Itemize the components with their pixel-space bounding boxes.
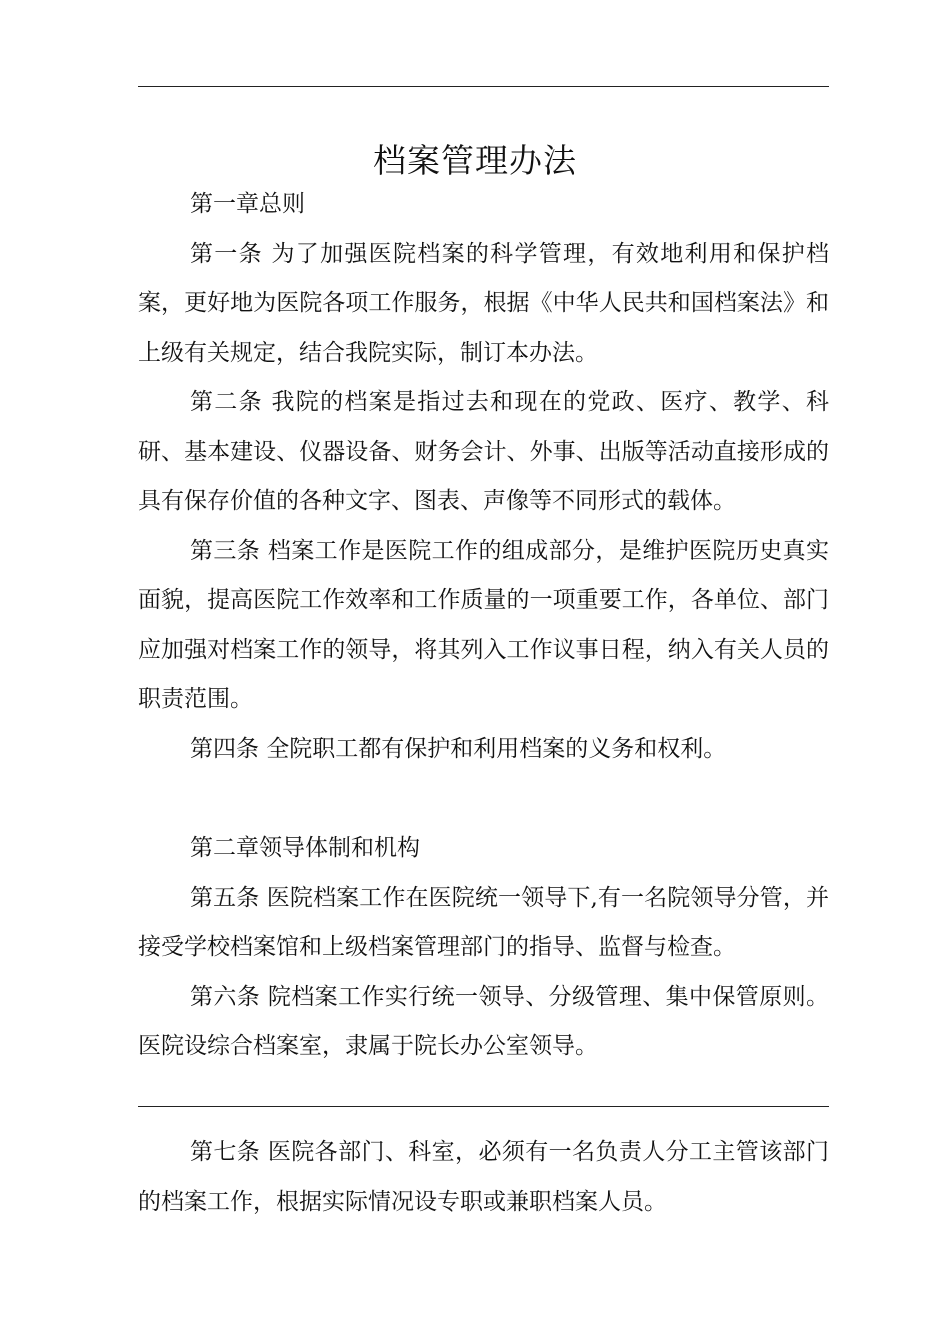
article-2: 第二条 我院的档案是指过去和现在的党政、医疗、教学、科研、基本建设、仪器设备、财务会计、外事、出版等活动直接形成的具有保存价值的各种文字、图表、声像等不同形式的载体。 bbox=[138, 389, 829, 514]
article-6: 第六条 院档案工作实行统一领导、分级管理、集中保管原则。医院设综合档案室，隶属于院长办公室领导。 bbox=[138, 983, 829, 1059]
page-break-rule bbox=[138, 1106, 829, 1107]
chapter-heading-2: 第二章领导体制和机构 bbox=[190, 835, 420, 861]
chapter-heading-1: 第一章总则 bbox=[190, 191, 305, 217]
section-spacer bbox=[138, 774, 829, 824]
document-title: 档案管理办法 bbox=[373, 141, 577, 181]
article-1: 第一条 为了加强医院档案的科学管理，有效地利用和保护档案，更好地为医院各项工作服务，根据《中华人民共和国档案法》和上级有关规定，结合我院实际，制订本办法。 bbox=[138, 240, 829, 366]
header-rule bbox=[138, 86, 829, 87]
article-5: 第五条 医院档案工作在医院统一领导下,有一名院领导分管，并接受学校档案馆和上级档案管理部门的指导、监督与检查。 bbox=[138, 884, 829, 960]
next-page-body bbox=[138, 1128, 829, 1227]
page-body bbox=[138, 180, 829, 1072]
article-3: 第三条 档案工作是医院工作的组成部分，是维护医院历史真实面貌，提高医院工作效率和工作质量的一项重要工作，各单位、部门应加强对档案工作的领导，将其列入工作议事日程，纳入有关人员的职责范围。 bbox=[138, 537, 829, 712]
article-7: 第七条 医院各部门、科室，必须有一名负责人分工主管该部门的档案工作，根据实际情况设专职或兼职档案人员。 bbox=[138, 1139, 829, 1215]
article-4: 第四条 全院职工都有保护和利用档案的义务和权利。 bbox=[190, 735, 727, 762]
